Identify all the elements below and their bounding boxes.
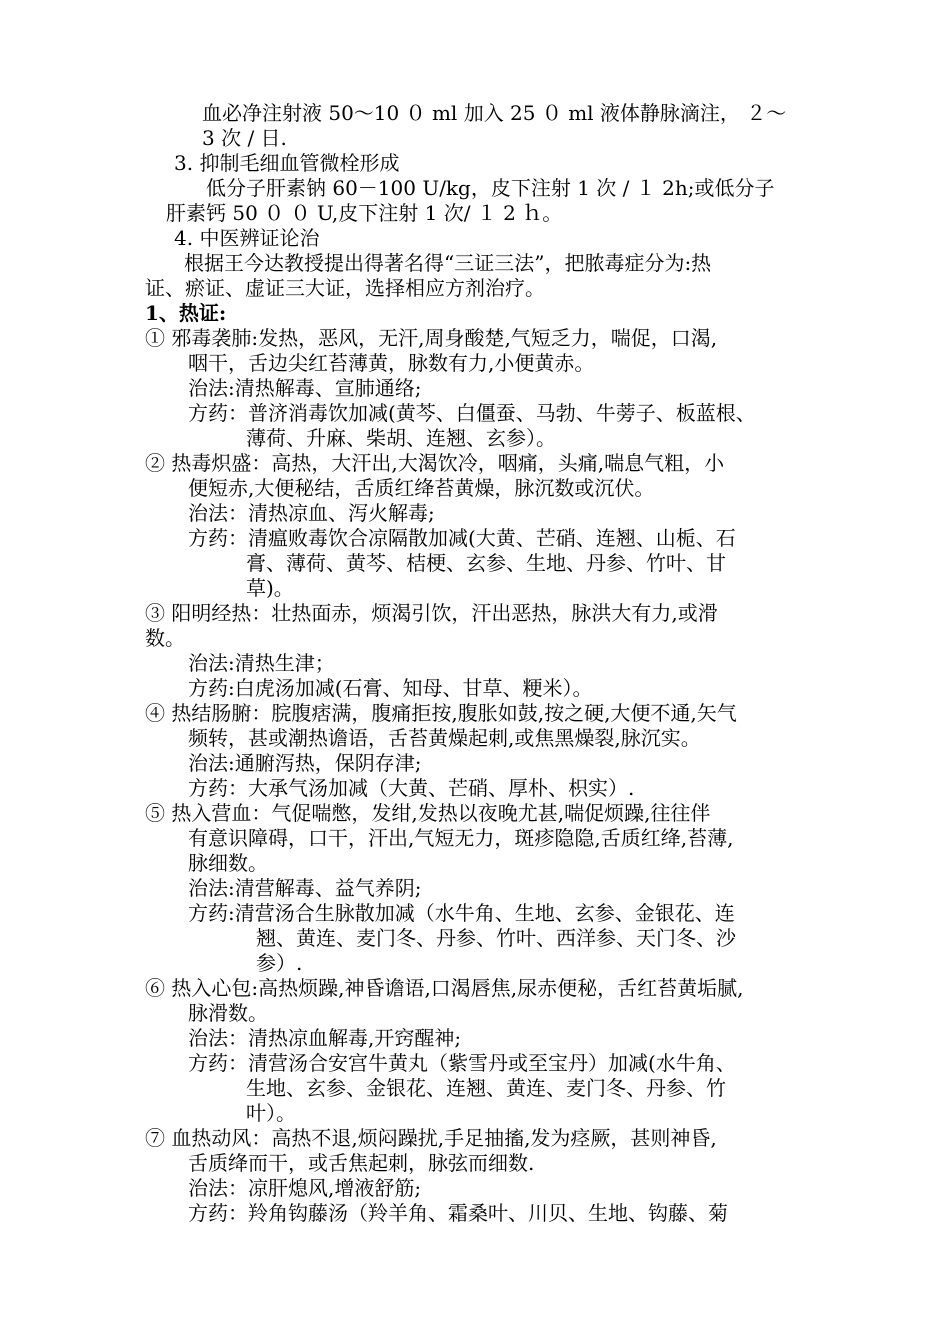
section-heading: 4. 中医辨证论治 xyxy=(174,226,320,250)
text-line: 方药：羚角钩藤汤（羚羊角、霜桑叶、川贝、生地、钩藤、菊 xyxy=(188,1201,728,1225)
list-item: ② 热毒炽盛：高热，大汗出,大渴饮冷，咽痛，头痛,喘息气粗，小 xyxy=(145,451,725,475)
text-line: 治法：清热凉血、泻火解毒; xyxy=(188,501,435,525)
text-line: 方药：清瘟败毒饮合凉隔散加减(大黄、芒硝、连翘、山栀、石 xyxy=(188,526,736,550)
list-item: ⑦ 血热动风：高热不退,烦闷躁扰,手足抽搐,发为痉厥，甚则神昏, xyxy=(145,1126,717,1150)
text-line: 方药：清营汤合安宫牛黄丸（紫雪丹或至宝丹）加减(水牛角、 xyxy=(188,1051,736,1075)
text-line: 血必净注射液 50～10 ０ ml 加入 25 ０ ml 液体静脉滴注， ２～ xyxy=(202,101,787,125)
text-line: 脉滑数。 xyxy=(188,1001,268,1025)
text-line: 频转，甚或潮热谵语，舌苔黄燥起刺,或焦黑燥裂,脉沉实。 xyxy=(188,726,701,750)
text-line: 舌质绛而干，或舌焦起刺，脉弦而细数. xyxy=(188,1151,535,1175)
list-item: ④ 热结肠腑：脘腹痞满，腹痛拒按,腹胀如鼓,按之硬,大便不通,矢气 xyxy=(145,701,737,725)
text-line: 治法：清热凉血解毒,开窍醒神; xyxy=(188,1026,462,1050)
text-line: 薄荷、升麻、柴胡、连翘、玄参）。 xyxy=(246,426,556,450)
list-item: ③ 阳明经热：壮热面赤，烦渴引饮，汗出恶热，脉洪大有力,或滑 xyxy=(145,601,718,625)
text-line: 参）. xyxy=(256,951,303,975)
text-line: 治法:清营解毒、益气养阴; xyxy=(188,876,422,900)
text-line: 脉细数。 xyxy=(188,851,268,875)
text-line: 草)。 xyxy=(246,576,294,600)
text-line: 治法:清热解毒、宣肺通络; xyxy=(188,376,422,400)
text-line: 方药:清营汤合生脉散加减（水牛角、生地、玄参、金银花、连 xyxy=(188,901,735,925)
text-line: 生地、玄参、金银花、连翘、黄连、麦门冬、丹参、竹 xyxy=(246,1076,726,1100)
text-line: 叶）。 xyxy=(246,1101,296,1125)
text-line: 肝素钙 50 ０ ０ U,皮下注射 1 次/ １ 2 ｈ。 xyxy=(166,201,563,225)
text-line: 治法：凉肝熄风,增液舒筋; xyxy=(188,1176,422,1200)
list-item: ⑤ 热入营血：气促喘憋，发绀,发热以夜晚尤甚,喘促烦躁,往往伴 xyxy=(145,801,711,825)
text-line: 方药：普济消毒饮加减(黄芩、白僵蚕、马勃、牛蒡子、板蓝根、 xyxy=(188,401,756,425)
text-line: 翘、黄连、麦门冬、丹参、竹叶、西洋参、天门冬、沙 xyxy=(256,926,736,950)
text-line: 根据王今达教授提出得著名得“三证三法”，把脓毒症分为:热 xyxy=(184,251,712,275)
section-heading: 3. 抑制毛细血管微栓形成 xyxy=(174,151,400,175)
text-line: 膏、薄荷、黄芩、桔梗、玄参、生地、丹参、竹叶、甘 xyxy=(246,551,726,575)
text-line: 3 次 / 日. xyxy=(202,126,287,150)
list-item: ① 邪毒袭肺:发热，恶风，无汗,周身酸楚,气短乏力，喘促，口渴, xyxy=(145,326,718,350)
list-item: ⑥ 热入心包:高热烦躁,神昏谵语,口渴唇焦,尿赤便秘，舌红苔黄垢腻, xyxy=(145,976,744,1000)
text-line: 方药：大承气汤加减（大黄、芒硝、厚朴、枳实）. xyxy=(188,776,635,800)
text-line: 治法:清热生津； xyxy=(188,651,335,675)
text-line: 数。 xyxy=(145,626,185,650)
text-line: 咽干，舌边尖红苔薄黄，脉数有力,小便黄赤。 xyxy=(188,351,595,375)
subsection-heading: 1、热证: xyxy=(145,301,227,325)
text-line: 低分子肝素钠 60－100 U/kg，皮下注射 1 次 / １ 2h;或低分子 xyxy=(206,176,775,200)
text-line: 治法:通腑泻热，保阴存津; xyxy=(188,751,422,775)
text-line: 方药:白虎汤加减(石膏、知母、甘草、粳米）。 xyxy=(188,676,593,700)
text-line: 便短赤,大便秘结，舌质红绛苔黄燥，脉沉数或沉伏。 xyxy=(188,476,655,500)
text-line: 证、瘀证、虚证三大证，选择相应方剂治疗。 xyxy=(145,276,545,300)
text-line: 有意识障碍，口干，汗出,气短无力，斑疹隐隐,舌质红绛,苔薄, xyxy=(188,826,734,850)
